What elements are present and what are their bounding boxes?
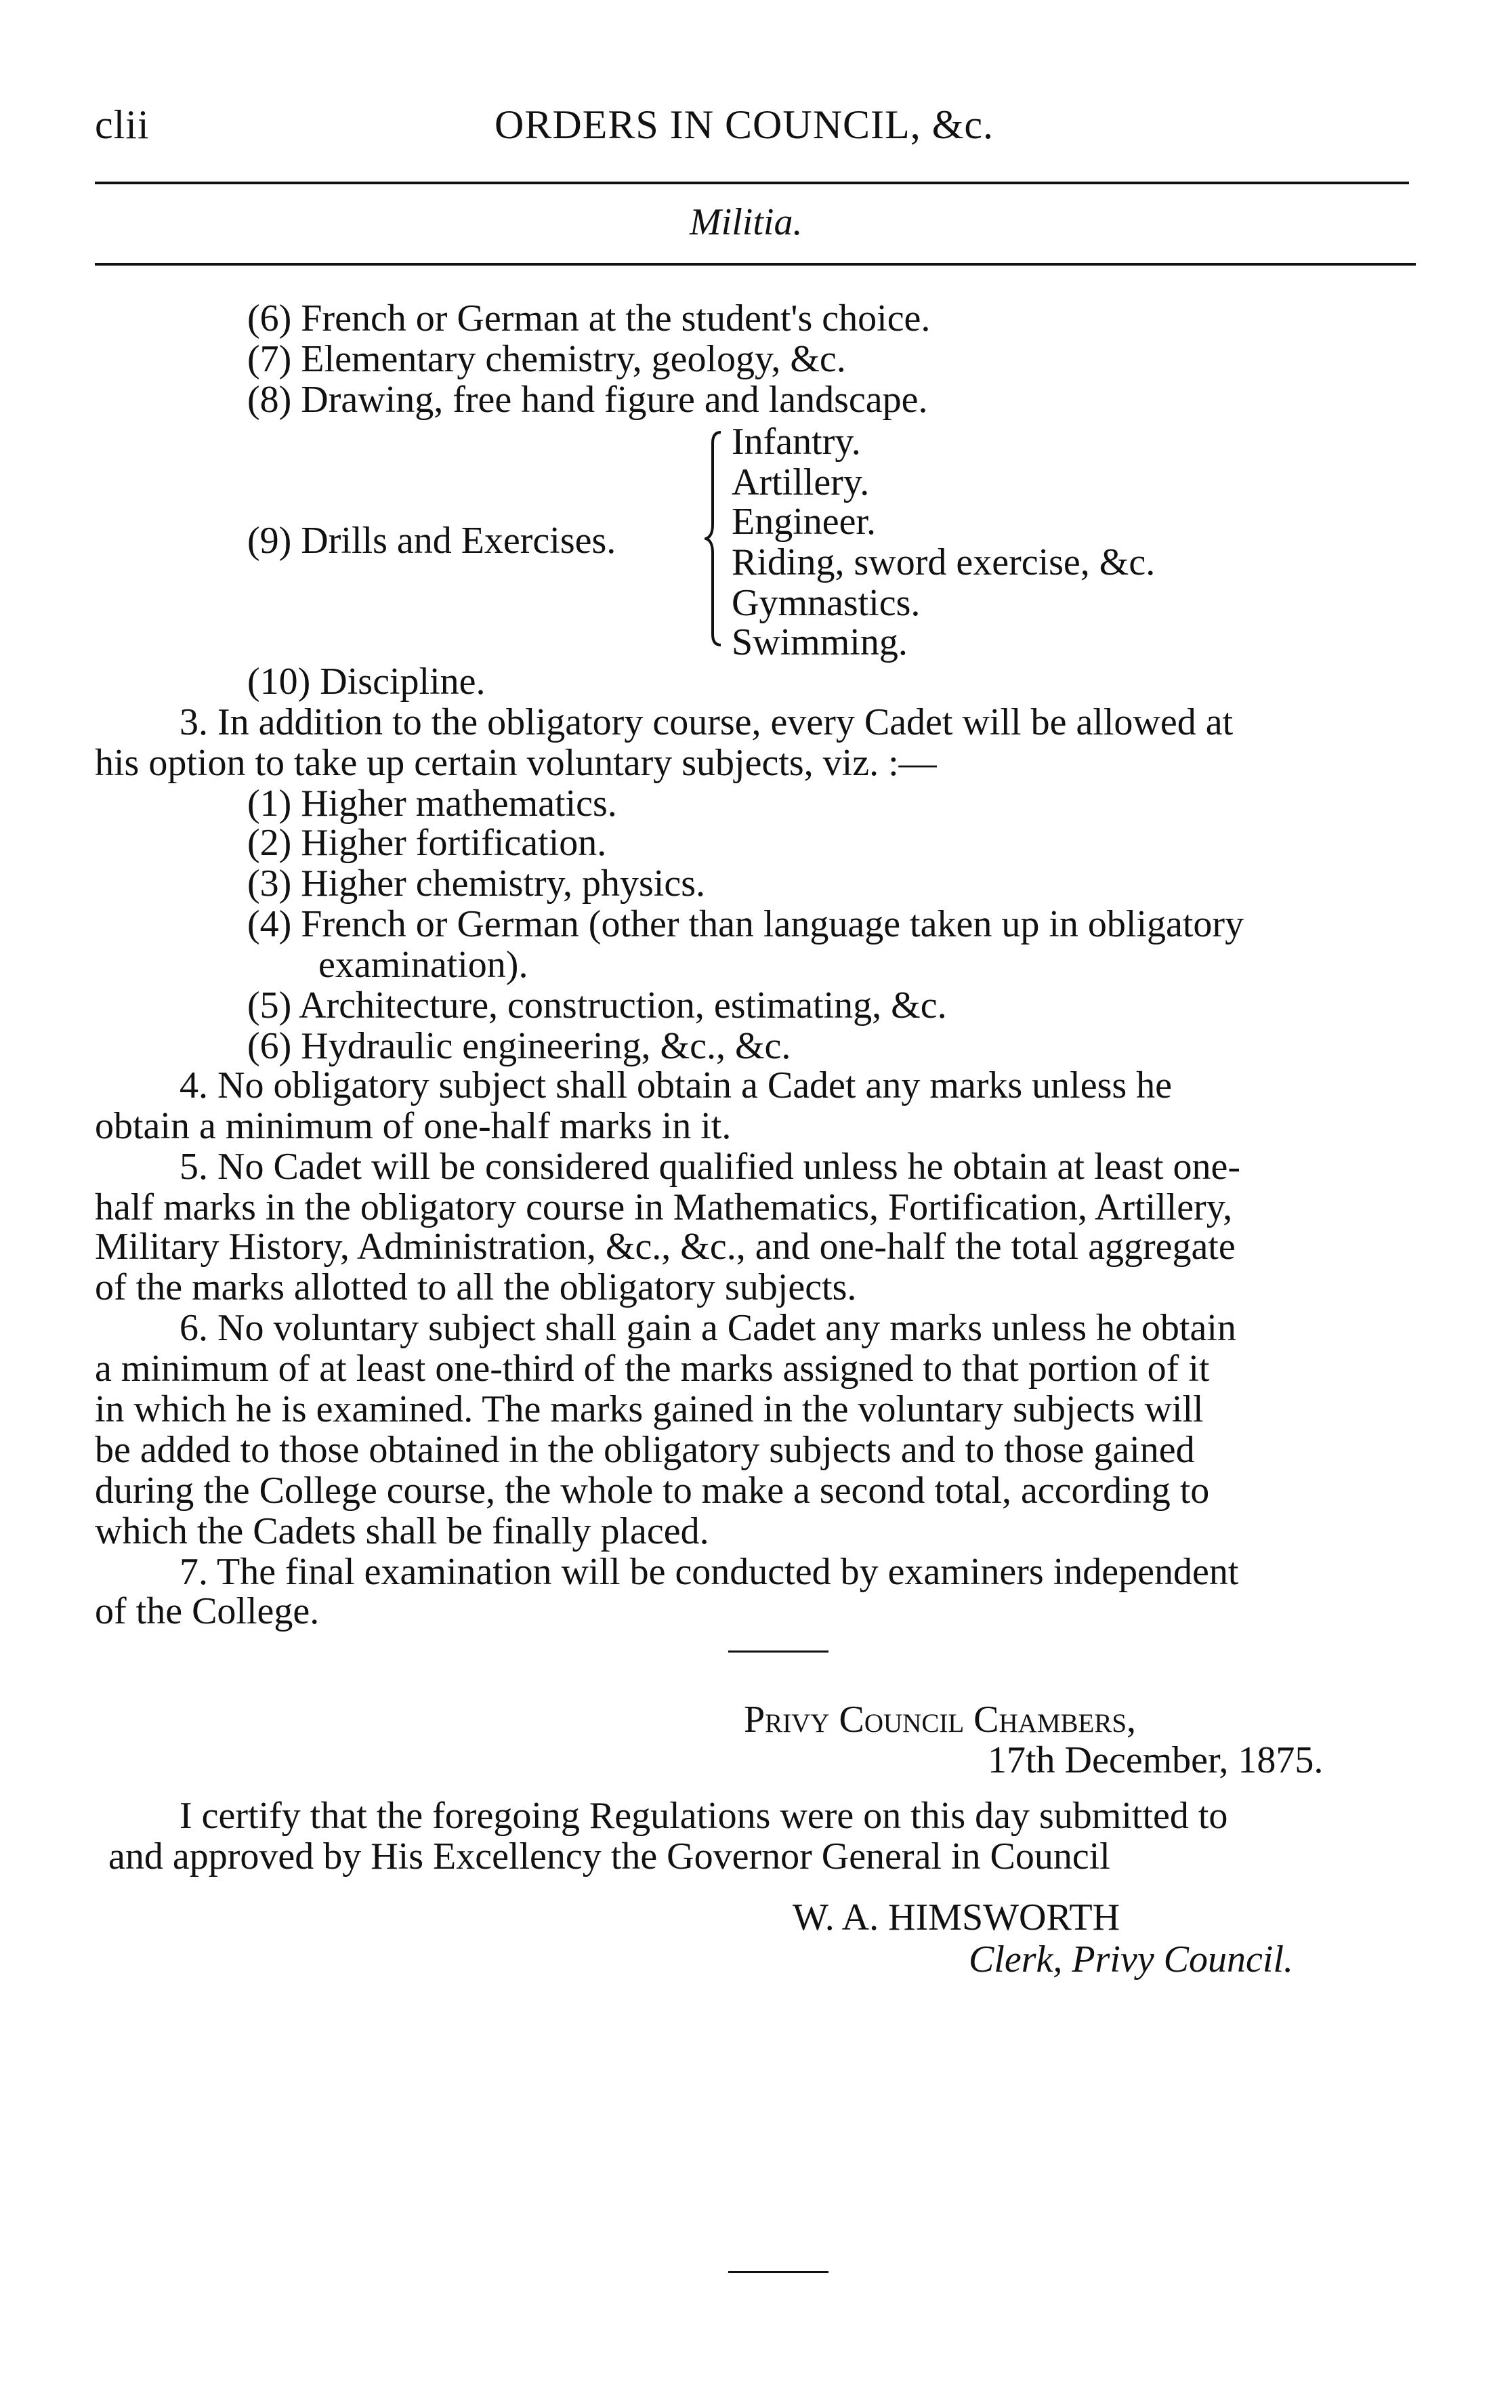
paragraph-line: 5. No Cadet will be considered qualified unless he obtain at least one- (180, 1146, 1241, 1188)
paragraph-line: in which he is examined. The marks gained in the voluntary subjects will (95, 1388, 1204, 1430)
drill-item: Gymnastics. (732, 582, 921, 624)
signatory-name: W. A. HIMSWORTH (793, 1896, 1120, 1938)
paragraph-line: be added to those obtained in the obligatory subjects and to those gained (95, 1429, 1195, 1471)
paragraph-line: obtain a minimum of one-half marks in it. (95, 1105, 732, 1147)
list-item: (2) Higher fortification. (247, 822, 607, 864)
place-line: Privy Council Chambers, (744, 1699, 1137, 1741)
paragraph-line: 4. No obligatory subject shall obtain a Cadet any marks unless he (180, 1064, 1173, 1106)
paragraph-line: half marks in the obligatory course in Mathematics, Fortification, Artillery, (95, 1186, 1233, 1228)
drill-item: Swimming. (732, 621, 908, 663)
paragraph-line: of the marks allotted to all the obligatory subjects. (95, 1266, 857, 1308)
paragraph-line: which the Cadets shall be finally placed. (95, 1510, 709, 1552)
drill-item: Infantry. (732, 421, 861, 463)
section-title: Militia. (690, 201, 803, 243)
signatory-title: Clerk, Privy Council. (969, 1938, 1294, 1980)
drill-item: Engineer. (732, 501, 877, 543)
paragraph-line: of the College. (95, 1590, 320, 1632)
running-title: ORDERS IN COUNCIL, &c. (495, 102, 994, 147)
paragraph-line: 7. The final examination will be conducted by examiners independent (180, 1551, 1239, 1593)
drill-item: Artillery. (732, 461, 870, 503)
header-rule-bottom (95, 263, 1416, 266)
certification-line: and approved by His Excellency the Governor General in Council (108, 1835, 1110, 1877)
list-item: (6) Hydraulic engineering, &c., &c. (247, 1025, 791, 1067)
list-item: (4) French or German (other than language taken up in obligatory (247, 903, 1244, 945)
end-divider (728, 2271, 828, 2273)
list-item: (7) Elementary chemistry, geology, &c. (247, 338, 846, 380)
list-item: (6) French or German at the student's choice. (247, 297, 931, 339)
list-item: (5) Architecture, construction, estimating, &c. (247, 984, 947, 1026)
curly-brace-icon (705, 430, 723, 648)
list-item: (10) Discipline. (247, 661, 486, 703)
paragraph-line: his option to take up certain voluntary subjects, viz. :— (95, 742, 937, 784)
drill-item: Riding, sword exercise, &c. (732, 541, 1156, 583)
list-item: (8) Drawing, free hand figure and landscape. (247, 379, 928, 421)
section-divider (728, 1651, 828, 1653)
certification-line: I certify that the foregoing Regulations were on this day submitted to (180, 1795, 1228, 1837)
list-item: (1) Higher mathematics. (247, 783, 617, 825)
paragraph-line: Military History, Administration, &c., &c., and one-half the total aggregate (95, 1226, 1236, 1268)
paragraph-line: during the College course, the whole to make a second total, according to (95, 1470, 1210, 1512)
paragraph-line: 6. No voluntary subject shall gain a Cadet any marks unless he obtain (180, 1307, 1236, 1349)
list-item: (3) Higher chemistry, physics. (247, 863, 705, 905)
paragraph-line: a minimum of at least one-third of the marks assigned to that portion of it (95, 1348, 1210, 1390)
paragraph-line: 3. In addition to the obligatory course, every Cadet will be allowed at (180, 701, 1234, 743)
drills-label: (9) Drills and Exercises. (247, 520, 616, 562)
date-line: 17th December, 1875. (988, 1739, 1324, 1781)
page-number: clii (95, 102, 150, 147)
list-item-continuation: examination). (318, 944, 528, 986)
header-rule-top (95, 182, 1409, 184)
